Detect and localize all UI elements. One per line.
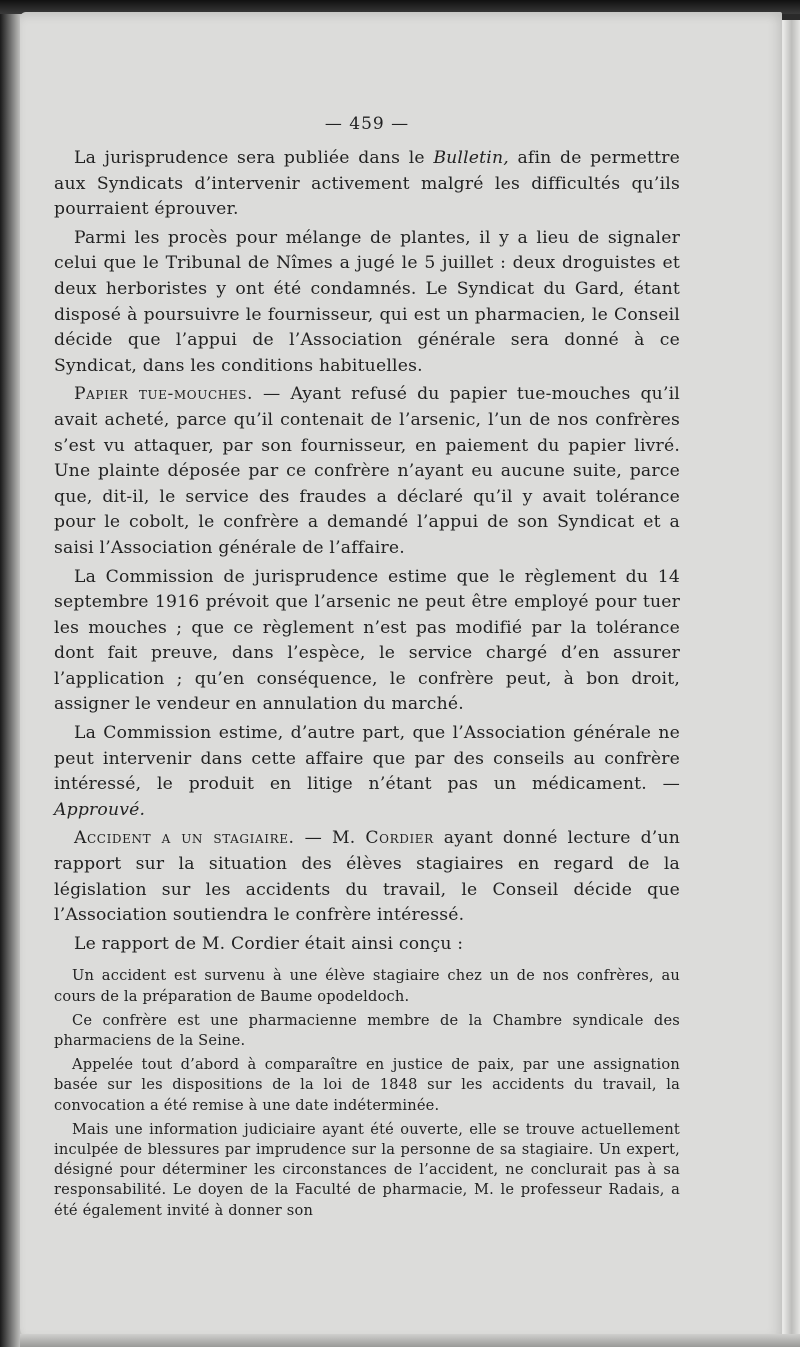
- page-number: — 459 —: [324, 114, 410, 134]
- paragraph-text: afin de permettre aux Syndicats d’intervenir activement malgré les difficultés qu’ils pourraient éprouver.: [54, 148, 680, 220]
- paragraph-commission-conseils: [54, 721, 680, 823]
- section-heading: Accident a un stagiaire.: [74, 828, 295, 849]
- paragraph-text: La Commission estime, d’autre part, que l’Association générale ne peut intervenir dans cette affaire que par des conseils au confrère intéressé, le produit en litige n’étant pas un médicament. —: [54, 723, 680, 795]
- quote-paragraph: Appelée tout d’abord à comparaître en justice de paix, par une assignation basée sur les dispositions de la loi de 1848 sur les accidents du travail, la convocation a été remise à une date indéterminée.: [54, 1056, 680, 1114]
- quote-paragraph: Mais une information judiciaire ayant été ouverte, elle se trouve actuellement inculpée de blessures par imprudence sur la personne de sa stagiaire. Un expert, désigné pour déterminer les circonstances de l’accident, ne conclurait pas à sa responsabilité. Le doyen de la Faculté de pharmacie, M. le professeur Radais, a été également invité à donner son: [54, 1120, 680, 1219]
- paragraph-bulletin: [54, 146, 680, 223]
- section-heading: Papier tue-mouches.: [74, 384, 254, 405]
- paragraph-papier-tue-mouches: [54, 382, 680, 561]
- page-content: [54, 112, 680, 1225]
- page-left-edge: [0, 14, 22, 1347]
- paragraph-rapport-intro: Le rapport de M. Cordier était ainsi conçu :: [74, 933, 464, 954]
- paragraph-text: La jurisprudence sera publiée dans le: [74, 148, 434, 168]
- quote-paragraph: Ce confrère est une pharmacienne membre de la Chambre syndicale des pharmaciens de la Seine.: [54, 1011, 680, 1050]
- approval-note: Approuvé.: [54, 799, 146, 820]
- person-name: Cordier: [365, 828, 434, 849]
- paragraph-accident-stagiaire: [54, 826, 680, 928]
- paragraph-text: ayant donné lecture d’un rapport sur la situation des élèves stagiaires en regard de la législation sur les accidents du travail, le Conseil décide que l’Association soutiendra le confrère intéressé.: [54, 828, 680, 926]
- page-bottom-edge: [20, 1334, 800, 1347]
- quote-paragraph: Un accident est survenu à une élève stagiaire chez un de nos confrères, au cours de la préparation de Baume opodeldoch.: [54, 967, 680, 1005]
- paragraph-text: — Ayant refusé du papier tue-mouches qu’il avait acheté, parce qu’il contenait de l’arsenic, l’un de nos confrères s’est vu attaquer, par son fournisseur, en paiement du papier livré. Une plainte déposée par ce confrère n’ayant eu aucune suite, parce que, dit-il, le service des fraudes a déclaré qu’il y avait tolérance pour le cobolt, le confrère a demandé l’appui de son Syndicat et a saisi l’Association générale de l’affaire.: [54, 384, 680, 558]
- paragraph-proces-plantes: Parmi les procès pour mélange de plantes, il y a lieu de signaler celui que le Tribunal de Nîmes a jugé le 5 juillet : deux droguistes et deux herboristes y ont été condamnés. Le Syndicat du Gard, étant disposé à poursuivre le fournisseur, qui est un pharmacien, le Conseil décide que l’appui de l’Association générale sera donné à ce Syndicat, dans les conditions habituelles.: [54, 227, 680, 376]
- paragraph-commission-reglement: La Commission de jurisprudence estime que le règlement du 14 septembre 1916 prévoit que l’arsenic ne peut être employé pour tuer les mouches ; que ce règlement n’est pas modifié par la tolérance dont fait preuve, dans l’espèce, le service chargé d’en assurer l’application ; qu’en conséquence, le confrère peut, à bon droit, assigner le vendeur en annulation du marché.: [54, 566, 680, 715]
- bulletin-title: Bulletin,: [433, 148, 509, 168]
- paragraph-text: — M.: [294, 828, 366, 849]
